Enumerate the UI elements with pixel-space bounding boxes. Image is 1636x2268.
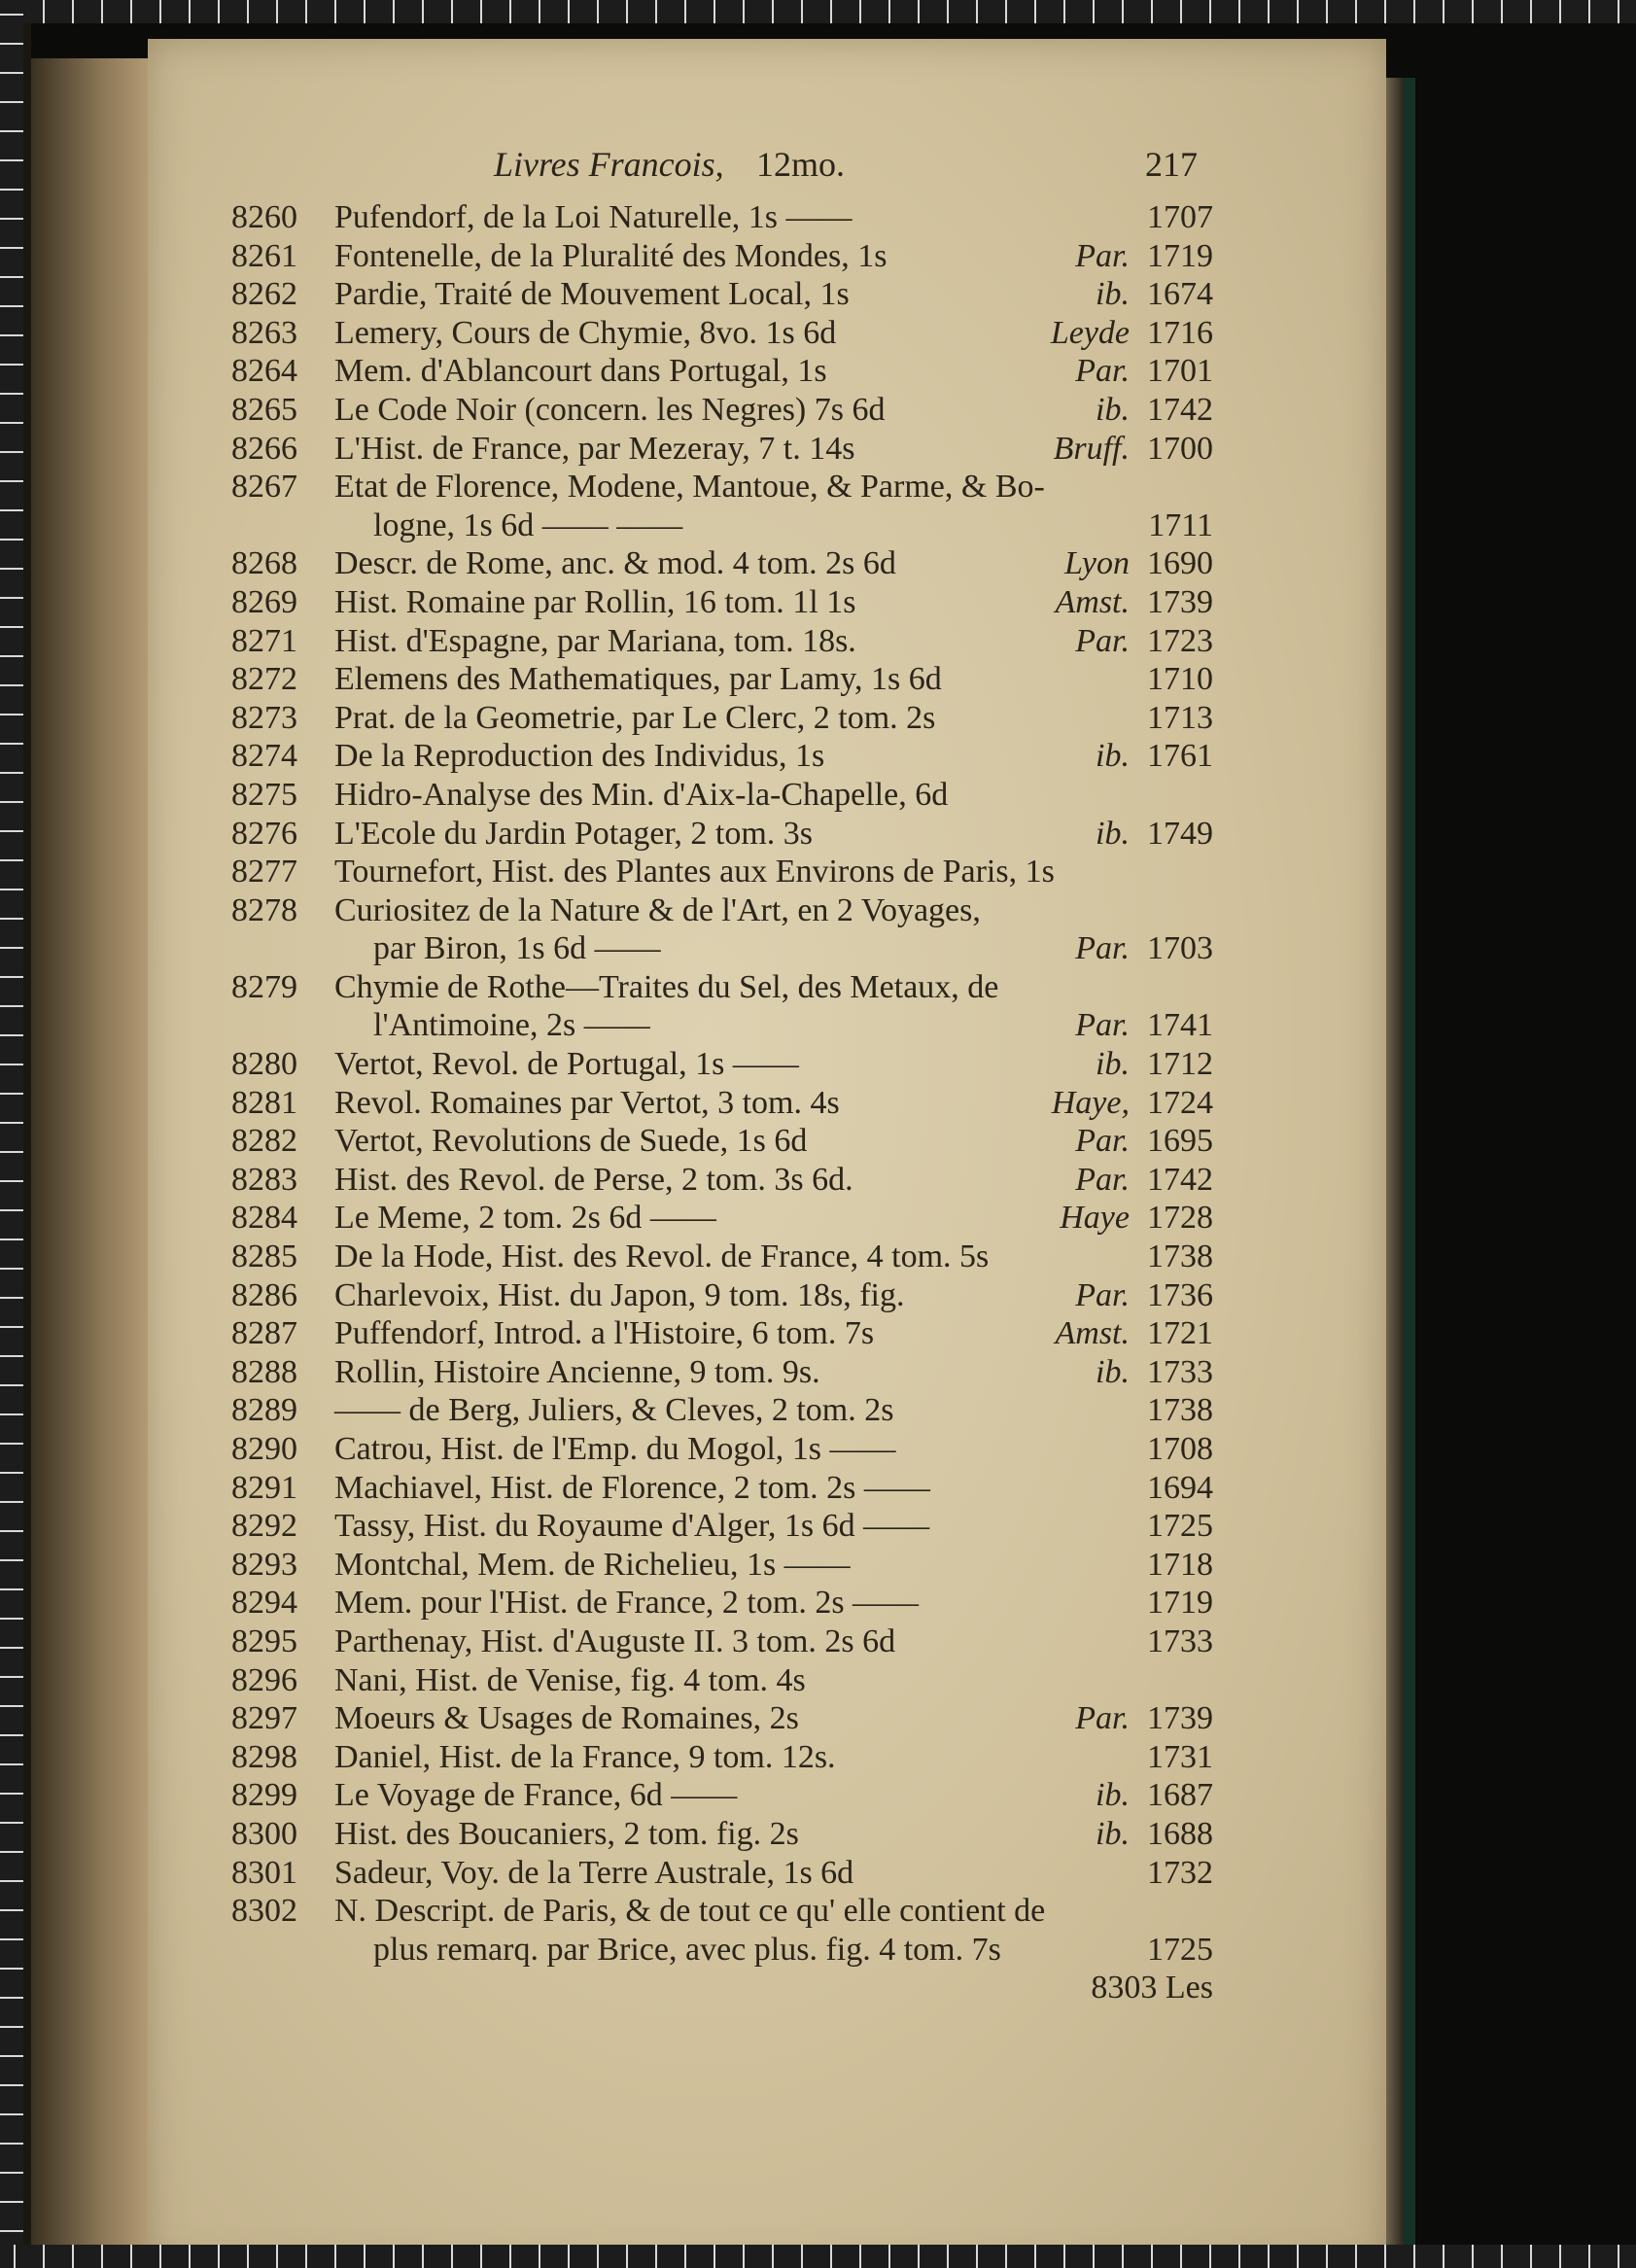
entry-description: Mem. d'Ablancourt dans Portugal, 1s [334, 353, 827, 390]
entry-year: 1721 [1147, 1315, 1213, 1352]
entry-place: Par. [1075, 1276, 1130, 1313]
entry-place: ib. [1096, 738, 1130, 775]
entry-year: 1732 [1147, 1854, 1213, 1891]
catalogue-entry [231, 430, 1213, 469]
entry-description: Lemery, Cours de Chymie, 8vo. 1s 6d [334, 314, 837, 351]
previous-page-edge [31, 58, 148, 2268]
catalogue-entry [231, 853, 1213, 891]
entry-description: Fontenelle, de la Pluralité des Mondes, 1s [334, 237, 888, 274]
entry-year: 1700 [1147, 430, 1213, 467]
entry-place: Leyde [1050, 314, 1130, 351]
entry-number: 8289 [231, 1392, 297, 1429]
entry-description: L'Hist. de France, par Mezeray, 7 t. 14s [334, 430, 855, 467]
entry-year: 1718 [1147, 1546, 1213, 1583]
entry-year: 1690 [1147, 545, 1213, 582]
entry-year: 1723 [1147, 622, 1213, 659]
entry-year: 1707 [1147, 199, 1213, 235]
page-block-edge [1386, 78, 1404, 2268]
catalogue-entry [231, 1854, 1213, 1893]
entry-description: Hidro-Analyse des Min. d'Aix-la-Chapelle, 6d [334, 776, 949, 813]
entry-description: Tournefort, Hist. des Plantes aux Environs de Paris, 1s [334, 854, 1055, 890]
catalogue-entry [231, 314, 1213, 353]
catalogue-entry [231, 1776, 1213, 1815]
entry-description: Hist. Romaine par Rollin, 16 tom. 1l 1s [334, 583, 856, 620]
catalogue-entry [231, 468, 1213, 506]
entry-place: ib. [1096, 1353, 1130, 1390]
entry-number: 8266 [231, 430, 297, 467]
entry-place: Par. [1075, 930, 1130, 967]
entry-number: 8285 [231, 1239, 297, 1275]
entry-year: 1712 [1147, 1046, 1213, 1083]
catalogue-entry [231, 1738, 1213, 1777]
entry-year: 1716 [1147, 314, 1213, 351]
entry-description: Puffendorf, Introd. a l'Histoire, 6 tom. 7s [334, 1315, 875, 1352]
entry-year: 1713 [1147, 699, 1213, 736]
entry-description: Rollin, Histoire Ancienne, 9 tom. 9s. [334, 1353, 820, 1390]
catalogue-entry [231, 891, 1213, 930]
entry-description: Descr. de Rome, anc. & mod. 4 tom. 2s 6d [334, 545, 896, 582]
entry-description: Hist. des Revol. de Perse, 2 tom. 3s 6d. [334, 1161, 853, 1198]
entry-place: Amst. [1055, 1315, 1130, 1352]
entry-place: Par. [1075, 1007, 1130, 1044]
entry-year: 1733 [1147, 1622, 1213, 1659]
entry-number: 8272 [231, 661, 297, 698]
entry-year: 1738 [1147, 1392, 1213, 1429]
entry-year: 1687 [1147, 1777, 1213, 1814]
catalogue-entry [231, 583, 1213, 622]
entry-place: Haye, [1051, 1084, 1130, 1121]
catalogue-entry [231, 1045, 1213, 1084]
catalogue-entry [231, 1622, 1213, 1661]
entry-year: 1725 [1147, 1508, 1213, 1545]
entry-description: Prat. de la Geometrie, par Le Clerc, 2 tom. 2s [334, 699, 936, 736]
entry-place: Haye [1060, 1200, 1130, 1237]
entry-year: 1761 [1147, 738, 1213, 775]
entry-number: 8267 [231, 469, 297, 506]
catalogue-entry [231, 1815, 1213, 1854]
entry-year: 1739 [1147, 1700, 1213, 1737]
entry-number: 8265 [231, 391, 297, 428]
entry-number: 8274 [231, 738, 297, 775]
entry-year: 1703 [1147, 930, 1213, 967]
entry-number: 8290 [231, 1431, 297, 1467]
entry-place: Lyon [1064, 545, 1130, 582]
entry-description: Mem. pour l'Hist. de France, 2 tom. 2s —— [334, 1585, 920, 1622]
entry-number: 8278 [231, 891, 297, 928]
catchword-line [231, 1969, 1213, 2007]
catalogue-entry [231, 1353, 1213, 1392]
catalogue-entry [231, 660, 1213, 699]
entry-description: Daniel, Hist. de la France, 9 tom. 12s. [334, 1738, 836, 1775]
entry-year: 1724 [1147, 1084, 1213, 1121]
entry-number: 8287 [231, 1315, 297, 1352]
entry-year: 1742 [1147, 391, 1213, 428]
entry-description: L'Ecole du Jardin Potager, 2 tom. 3s [334, 815, 814, 852]
entry-place: ib. [1096, 1815, 1130, 1852]
entry-place: Par. [1075, 1161, 1130, 1198]
entry-description: Hist. d'Espagne, par Mariana, tom. 18s. [334, 622, 856, 659]
entry-number: 8277 [231, 854, 297, 890]
entry-year: 1749 [1147, 815, 1213, 852]
entry-year: 1701 [1147, 353, 1213, 390]
entry-place: ib. [1096, 391, 1130, 428]
entry-place: Par. [1075, 1123, 1130, 1160]
book-cover-edge [1404, 78, 1415, 2268]
entry-number: 8300 [231, 1815, 297, 1852]
catalogue-entry [231, 1161, 1213, 1200]
entry-number: 8269 [231, 583, 297, 620]
entry-description: Curiositez de la Nature & de l'Art, en 2 Voyages, [334, 891, 981, 928]
entry-place: Par. [1075, 353, 1130, 390]
entry-year: 1742 [1147, 1161, 1213, 1198]
catalogue-entry [231, 1391, 1213, 1430]
entry-year: 1741 [1147, 1007, 1213, 1044]
entry-description: Moeurs & Usages de Romaines, 2s [334, 1700, 799, 1737]
entry-number: 8263 [231, 314, 297, 351]
catalogue-entry [231, 622, 1213, 661]
entry-year: 1710 [1147, 661, 1213, 698]
entry-number: 8261 [231, 237, 297, 274]
catalogue-entry [231, 198, 1213, 237]
entry-continuation [231, 929, 1213, 968]
entry-description: Sadeur, Voy. de la Terre Australe, 1s 6d [334, 1854, 854, 1891]
entry-number: 8279 [231, 968, 297, 1005]
entry-number: 8298 [231, 1738, 297, 1775]
catalogue-entry [231, 237, 1213, 276]
entry-description: Nani, Hist. de Venise, fig. 4 tom. 4s [334, 1661, 806, 1698]
entry-year: 1739 [1147, 583, 1213, 620]
entry-year: 1708 [1147, 1431, 1213, 1467]
entry-place: Amst. [1055, 583, 1130, 620]
entry-year: 1711 [1148, 506, 1213, 543]
entry-description: Le Voyage de France, 6d —— [334, 1777, 738, 1814]
entry-continuation [231, 1931, 1213, 1970]
entry-year: 1725 [1147, 1931, 1213, 1968]
entry-year: 1728 [1147, 1200, 1213, 1237]
catalogue-entry [231, 1661, 1213, 1700]
running-header [231, 144, 1213, 194]
entry-place: ib. [1096, 815, 1130, 852]
entry-description: Elemens des Mathematiques, par Lamy, 1s 6d [334, 661, 942, 698]
entry-description: Montchal, Mem. de Richelieu, 1s —— [334, 1546, 851, 1583]
catchword: 8303 Les [1091, 1970, 1213, 2006]
entry-number: 8268 [231, 545, 297, 582]
entry-place: Par. [1075, 1700, 1130, 1737]
entry-year: 1695 [1147, 1123, 1213, 1160]
catalogue-entry [231, 1469, 1213, 1508]
entry-number: 8294 [231, 1585, 297, 1622]
entry-description: Vertot, Revolutions de Suede, 1s 6d [334, 1123, 808, 1160]
entry-description: Pardie, Traité de Mouvement Local, 1s [334, 276, 850, 313]
entry-place: Par. [1075, 622, 1130, 659]
entry-number: 8262 [231, 276, 297, 313]
entry-year: 1733 [1147, 1353, 1213, 1390]
entry-number: 8301 [231, 1854, 297, 1891]
entry-description: De la Hode, Hist. des Revol. de France, 4 tom. 5s [334, 1239, 990, 1275]
entry-number: 8293 [231, 1546, 297, 1583]
entry-number: 8283 [231, 1161, 297, 1198]
entry-number: 8288 [231, 1353, 297, 1390]
entry-continuation [231, 1006, 1213, 1045]
entry-year: 1719 [1147, 1585, 1213, 1622]
entry-number: 8299 [231, 1777, 297, 1814]
entry-description: Catrou, Hist. de l'Emp. du Mogol, 1s —— [334, 1431, 896, 1467]
entry-number: 8273 [231, 699, 297, 736]
entry-number: 8291 [231, 1469, 297, 1506]
catalogue-entry [231, 699, 1213, 738]
entry-number: 8276 [231, 815, 297, 852]
entry-year: 1674 [1147, 276, 1213, 313]
entry-year: 1738 [1147, 1239, 1213, 1275]
entry-description: Charlevoix, Hist. du Japon, 9 tom. 18s, fig. [334, 1276, 905, 1313]
entry-description: Vertot, Revol. de Portugal, 1s —— [334, 1046, 799, 1083]
entry-place: ib. [1096, 276, 1130, 313]
catalogue-entry [231, 1584, 1213, 1622]
entry-number: 8271 [231, 622, 297, 659]
entry-year: 1694 [1147, 1469, 1213, 1506]
entry-continuation [231, 506, 1213, 545]
entry-description: Pufendorf, de la Loi Naturelle, 1s —— [334, 199, 853, 235]
catalogue-entry [231, 544, 1213, 583]
entry-year: 1731 [1147, 1738, 1213, 1775]
entry-list [231, 198, 1213, 1969]
scale-ruler-left [0, 0, 23, 2268]
entry-number: 8296 [231, 1661, 297, 1698]
catalogue-entry [231, 352, 1213, 391]
entry-description: Hist. des Boucaniers, 2 tom. fig. 2s [334, 1815, 799, 1852]
catalogue-entry [231, 275, 1213, 314]
catalogue-text [231, 144, 1213, 2007]
catalogue-entry [231, 1314, 1213, 1353]
entry-description: Chymie de Rothe—Traites du Sel, des Metaux, de [334, 968, 999, 1005]
scale-ruler-top [0, 0, 1636, 23]
catalogue-entry [231, 391, 1213, 430]
entry-description: plus remarq. par Brice, avec plus. fig. 4 tom. 7s [373, 1931, 1001, 1968]
entry-number: 8275 [231, 776, 297, 813]
entry-number: 8292 [231, 1508, 297, 1545]
entry-number: 8295 [231, 1622, 297, 1659]
entry-description: N. Descript. de Paris, & de tout ce qu' elle contient de [334, 1893, 1046, 1930]
entry-place: ib. [1096, 1777, 1130, 1814]
entry-number: 8281 [231, 1084, 297, 1121]
catalogue-entry [231, 1892, 1213, 1931]
entry-year: 1688 [1147, 1815, 1213, 1852]
catalogue-entry [231, 1699, 1213, 1738]
entry-description: Revol. Romaines par Vertot, 3 tom. 4s [334, 1084, 840, 1121]
scale-ruler-bottom [0, 2245, 1636, 2268]
entry-description: Le Code Noir (concern. les Negres) 7s 6d [334, 391, 886, 428]
header-format: 12mo. [756, 145, 846, 184]
catalogue-entry [231, 776, 1213, 815]
entry-number: 8280 [231, 1046, 297, 1083]
entry-description: par Biron, 1s 6d —— [373, 930, 661, 967]
entry-number: 8284 [231, 1200, 297, 1237]
entry-description: Tassy, Hist. du Royaume d'Alger, 1s 6d —— [334, 1508, 930, 1545]
entry-description: Le Meme, 2 tom. 2s 6d —— [334, 1200, 716, 1237]
page-number: 217 [1145, 145, 1198, 184]
catalogue-entry [231, 968, 1213, 1007]
catalogue-entry [231, 1084, 1213, 1123]
entry-number: 8302 [231, 1893, 297, 1930]
catalogue-entry [231, 1276, 1213, 1315]
catalogue-entry [231, 1199, 1213, 1238]
entry-description: logne, 1s 6d —— —— [373, 506, 683, 543]
entry-number: 8260 [231, 199, 297, 235]
entry-number: 8286 [231, 1276, 297, 1313]
entry-place: Bruff. [1053, 430, 1130, 467]
header-title: Livres Francois, [494, 145, 724, 184]
entry-year: 1736 [1147, 1276, 1213, 1313]
entry-place: Par. [1075, 237, 1130, 274]
catalogue-entry [231, 1122, 1213, 1161]
entry-description: —— de Berg, Juliers, & Cleves, 2 tom. 2s [334, 1392, 894, 1429]
entry-number: 8282 [231, 1123, 297, 1160]
catalogue-entry [231, 815, 1213, 854]
entry-place: ib. [1096, 1046, 1130, 1083]
catalogue-entry [231, 1238, 1213, 1276]
entry-number: 8297 [231, 1700, 297, 1737]
entry-description: l'Antimoine, 2s —— [373, 1007, 650, 1044]
catalogue-entry [231, 1546, 1213, 1585]
catalogue-entry [231, 1507, 1213, 1546]
catalogue-entry [231, 1430, 1213, 1469]
entry-description: De la Reproduction des Individus, 1s [334, 738, 825, 775]
catalogue-entry [231, 737, 1213, 776]
entry-year: 1719 [1147, 237, 1213, 274]
entry-number: 8264 [231, 353, 297, 390]
entry-description: Parthenay, Hist. d'Auguste II. 3 tom. 2s 6d [334, 1622, 896, 1659]
entry-description: Etat de Florence, Modene, Mantoue, & Parme, & Bo- [334, 469, 1045, 506]
entry-description: Machiavel, Hist. de Florence, 2 tom. 2s —— [334, 1469, 930, 1506]
